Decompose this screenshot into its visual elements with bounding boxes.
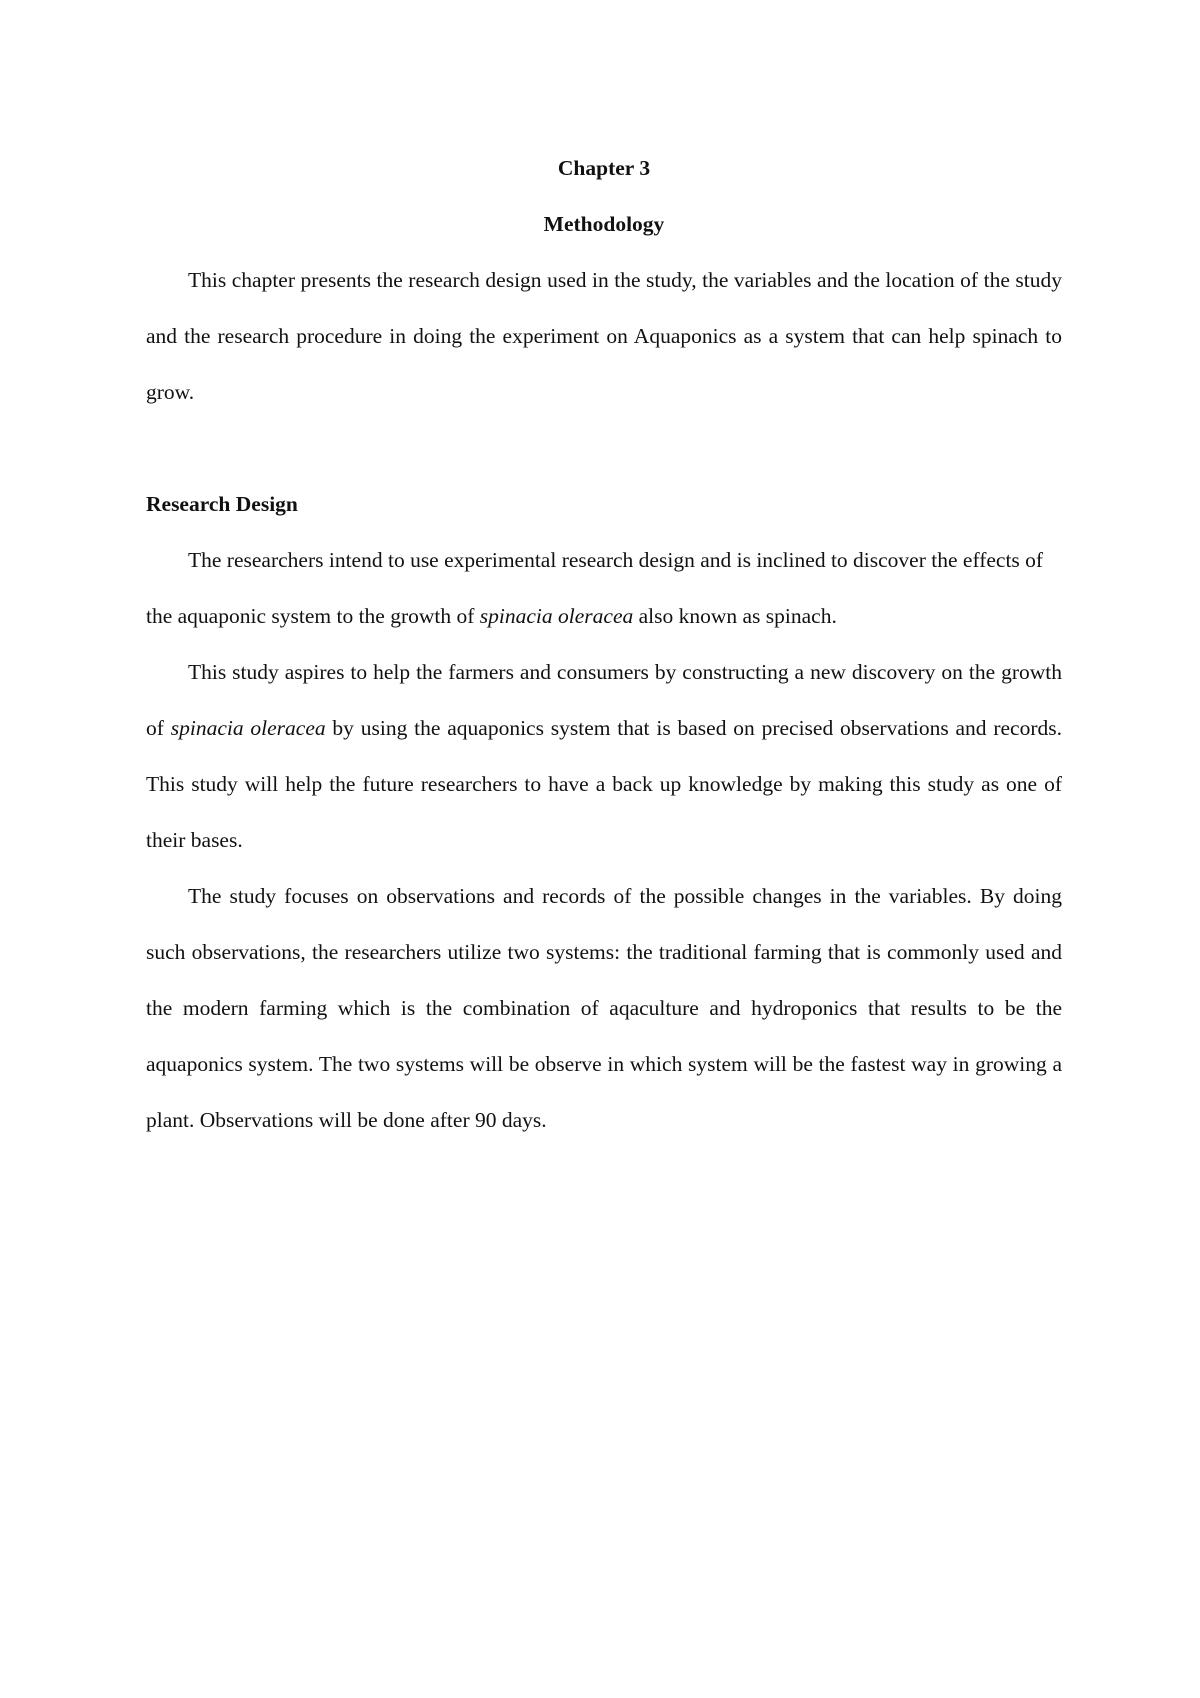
document-body xyxy=(146,140,1062,1148)
paragraph-text: This study aspires to help the farmers and consumers by constructing a new discovery on the growth of xyxy=(146,660,1062,740)
research-design-paragraph-3: The study focuses on observations and records of the possible changes in the variables. By doing such observations, the researchers utilize two systems: the traditional farming that is commonly used and the modern farming which is the combination of aqaculture and hydroponics that results to be the aquaponics system. The two systems will be observe in which system will be the fastest way in growing a plant. Observations will be done after 90 days. xyxy=(146,884,1062,1132)
section-heading-research-design: Research Design xyxy=(146,492,298,516)
research-design-paragraph-1 xyxy=(146,532,1062,644)
chapter-number: Chapter 3 xyxy=(557,156,651,180)
paragraph-text: also known as spinach. xyxy=(633,604,837,628)
research-design-paragraph-2 xyxy=(146,644,1062,868)
species-name: spinacia oleracea xyxy=(479,604,634,628)
paragraph-text: The researchers intend to use experimental research design and is inclined to discover the effects of the aquaponic system to the growth of xyxy=(146,548,1044,628)
paragraph-text: by using the aquaponics system that is based on precised observations and records. This study will help the future researchers to have a back up knowledge by making this study as one of their bases. xyxy=(146,716,1062,852)
species-name: spinacia oleracea xyxy=(170,716,326,740)
chapter-title: Methodology xyxy=(543,212,665,236)
section-spacer xyxy=(146,420,1062,476)
intro-paragraph: This chapter presents the research design used in the study, the variables and the location of the study and the research procedure in doing the experiment on Aquaponics as a system that can help spinach to grow. xyxy=(146,268,1062,404)
